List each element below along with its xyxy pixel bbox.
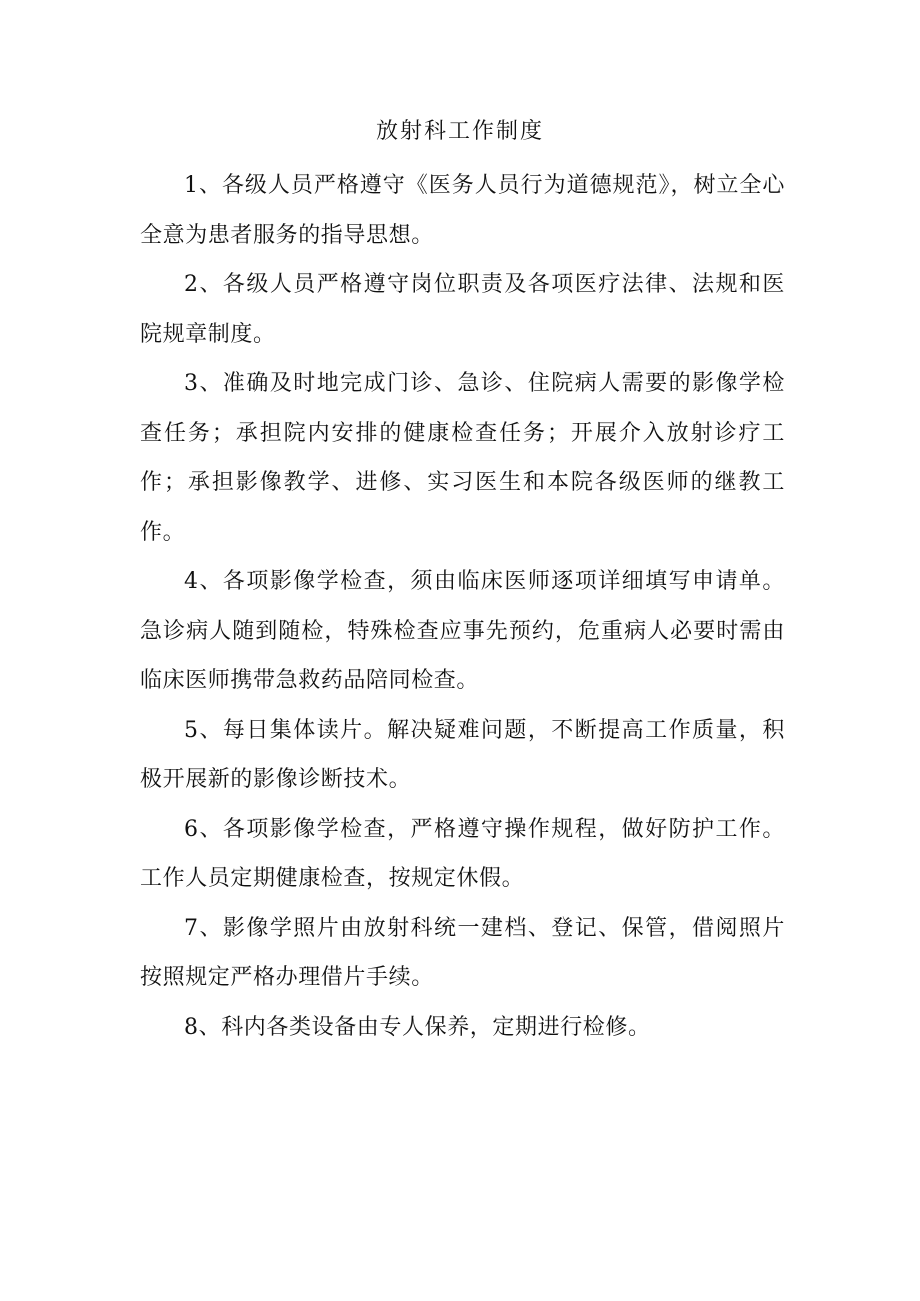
rule-paragraph-1: 1、各级人员严格遵守《医务人员行为道德规范》，树立全心全意为患者服务的指导思想。 [140,173,785,248]
rule-paragraph-6: 6、各项影像学检查，严格遵守操作规程，做好防护工作。工作人员定期健康检查，按规定休假。 [140,816,785,891]
document-title: 放射科工作制度 [375,119,544,144]
document-body [140,161,785,1052]
rule-paragraph-3: 3、准确及时地完成门诊、急诊、住院病人需要的影像学检查任务；承担院内安排的健康检查任务；开展介入放射诊疗工作；承担影像教学、进修、实习医生和本院各级医师的继教工作。 [140,371,785,545]
rule-paragraph-7: 7、影像学照片由放射科统一建档、登记、保管，借阅照片按照规定严格办理借片手续。 [140,915,785,990]
rule-paragraph-8: 8、科内各类设备由专人保养，定期进行检修。 [184,1014,651,1040]
rule-paragraph-4: 4、各项影像学检查，须由临床医师逐项详细填写申请单。急诊病人随到随检，特殊检查应事先预约，危重病人必要时需由临床医师携带急救药品陪同检查。 [140,569,785,693]
rule-paragraph-2: 2、各级人员严格遵守岗位职责及各项医疗法律、法规和医院规章制度。 [140,272,785,347]
rule-paragraph-5: 5、每日集体读片。解决疑难问题，不断提高工作质量，积极开展新的影像诊断技术。 [140,717,785,792]
